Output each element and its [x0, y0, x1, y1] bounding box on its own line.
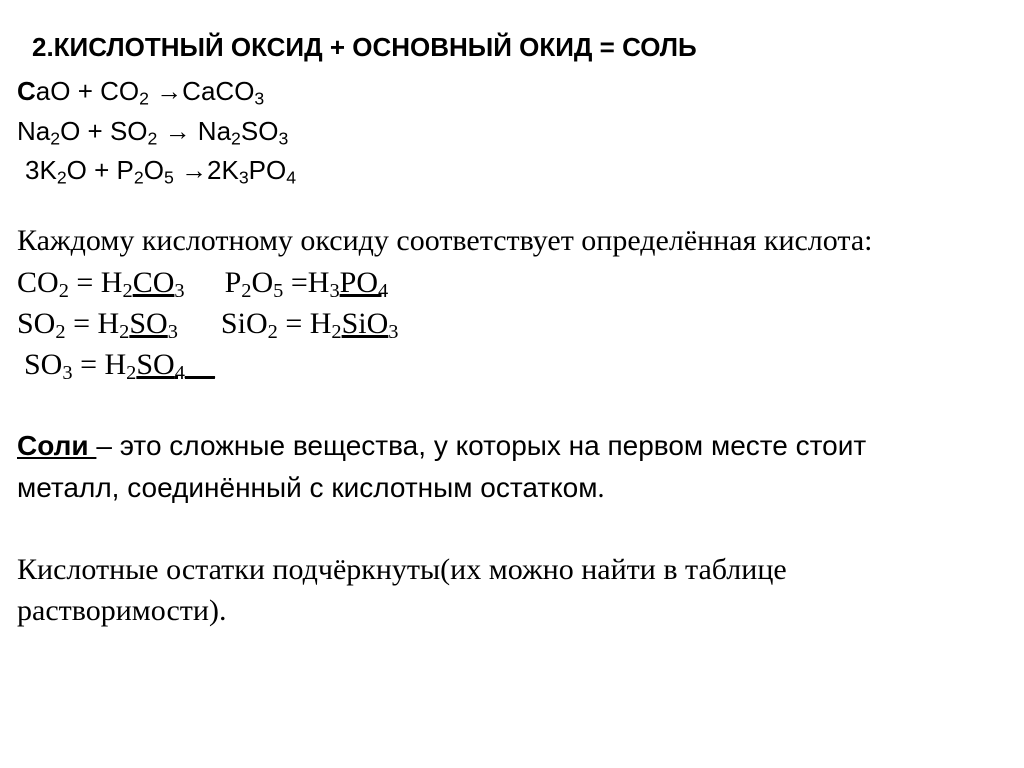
acid-residue: $SO_3$	[129, 307, 178, 344]
acid-residue: $PO_4$	[339, 266, 389, 303]
acid-row-2	[17, 307, 399, 344]
note-line-2: растворимости).	[17, 594, 227, 627]
acid-pair-sio2: $SiO_2 = H_2SiO_3$	[220, 307, 399, 344]
acid-pair-so2: $SO_2 = H_2SO_3$	[17, 307, 178, 344]
acid-row-3	[24, 348, 215, 385]
reaction-equation-1: CaO + $CO_2$ →CaCO$_3$	[17, 76, 265, 109]
acid-pair-so3: $SO_3$ = $H_2SO_4\_\_$	[24, 348, 215, 385]
reaction-equation-2: $Na_2O + SO_2 \to Na_2SO_3$	[17, 116, 289, 149]
term-salts: Соли	[17, 430, 97, 461]
section-heading: 2.КИСЛОТНЫЙ ОКСИД + ОСНОВНЫЙ ОКИД = СОЛЬ	[32, 32, 697, 62]
acid-intro: Каждому кислотному оксиду соответствует определённая кислота:	[17, 224, 873, 257]
reaction-equation-3: $3K_2O + P_2O_5 \to 2K_3PO_4$	[25, 155, 297, 188]
acid-pair-p2o5: $P_2O_5 =H_3PO_4$	[224, 266, 389, 303]
acid-residue: SiO$_3$	[341, 307, 399, 344]
acid-pair-co2: $CO_2 = H_2CO_3$	[17, 266, 185, 303]
acid-row-1	[17, 266, 389, 303]
note-line-1: Кислотные остатки подчёркнуты(их можно найти в таблице	[17, 553, 787, 586]
acid-residue: $CO_3$	[132, 266, 185, 303]
acid-residue: $SO_4\_\_$	[136, 348, 215, 385]
salt-definition-line-1: Соли – это сложные вещества, у которых на первом месте стоит	[17, 430, 867, 461]
salt-definition-line-2: металл, соединённый с кислотным остатком.	[17, 472, 605, 504]
